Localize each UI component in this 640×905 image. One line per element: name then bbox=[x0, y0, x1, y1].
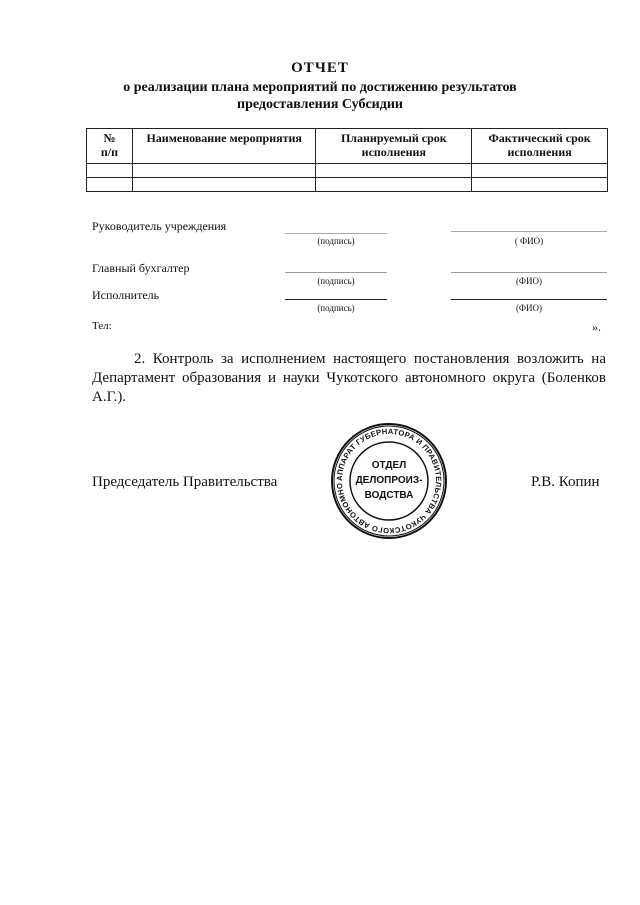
executor-name-line bbox=[451, 299, 607, 300]
stamp-center-line2: ДЕЛОПРОИЗ- bbox=[355, 475, 423, 486]
accountant-name-line bbox=[451, 272, 607, 273]
table-cell bbox=[87, 178, 133, 192]
head-name-caption: ( ФИО) bbox=[514, 236, 544, 246]
head-label: Руководитель учреждения bbox=[92, 219, 227, 233]
accountant-name-caption: (ФИО) bbox=[515, 276, 543, 286]
head-name-line bbox=[451, 231, 607, 232]
col-header-number: № п/п bbox=[87, 129, 133, 164]
table-row bbox=[87, 164, 608, 178]
accountant-sign-caption: (подпись) bbox=[317, 276, 355, 286]
phone-label: Тел: bbox=[92, 320, 112, 332]
report-subtitle-line1: о реализации плана мероприятий по достижению результатов bbox=[123, 80, 517, 95]
control-paragraph: 2. Контроль за исполнением настоящего постановления возложить на Департамент образования и науки Чукотского автономного округа (Боленков А.Г.). bbox=[92, 351, 606, 405]
stamp-ring-text: АППАРАТ ГУБЕРНАТОРА И ПРАВИТЕЛЬСТВА ЧУКОТСКОГО АВТОНОМНО bbox=[334, 426, 444, 536]
signatory-name: Р.В. Копин bbox=[531, 474, 600, 490]
executor-name-caption: (ФИО) bbox=[515, 303, 543, 313]
col-header-actual-date: Фактический срок исполнения bbox=[472, 129, 608, 164]
accountant-sign-line bbox=[285, 272, 387, 273]
stamp-center-line1: ОТДЕЛ bbox=[371, 460, 407, 471]
col-header-activity: Наименование мероприятия bbox=[132, 129, 315, 164]
head-sign-caption: (подпись) bbox=[317, 236, 355, 246]
table-cell bbox=[472, 178, 608, 192]
accountant-label: Главный бухгалтер bbox=[92, 261, 190, 275]
executor-sign-caption: (подпись) bbox=[317, 303, 355, 313]
table-row bbox=[87, 178, 608, 192]
stamp-seal-icon bbox=[329, 421, 449, 541]
table-cell bbox=[132, 164, 315, 178]
executor-sign-line bbox=[285, 299, 387, 300]
table-cell bbox=[316, 178, 472, 192]
head-sign-line bbox=[285, 233, 387, 234]
table-cell bbox=[132, 178, 315, 192]
table-cell bbox=[472, 164, 608, 178]
table-cell bbox=[316, 164, 472, 178]
signatory-position: Председатель Правительства bbox=[92, 474, 278, 490]
office-stamp bbox=[329, 421, 449, 541]
report-table bbox=[86, 128, 608, 192]
report-title: ОТЧЕТ bbox=[291, 60, 349, 76]
report-subtitle-line2: предоставления Субсидии bbox=[237, 97, 403, 112]
table-header-row bbox=[87, 129, 608, 164]
stamp-center-line3: ВОДСТВА bbox=[364, 490, 414, 501]
table-cell bbox=[87, 164, 133, 178]
executor-label: Исполнитель bbox=[92, 288, 160, 302]
col-header-planned-date: Планируемый срок исполнения bbox=[316, 129, 472, 164]
phone-closing-quote: ». bbox=[592, 320, 601, 334]
